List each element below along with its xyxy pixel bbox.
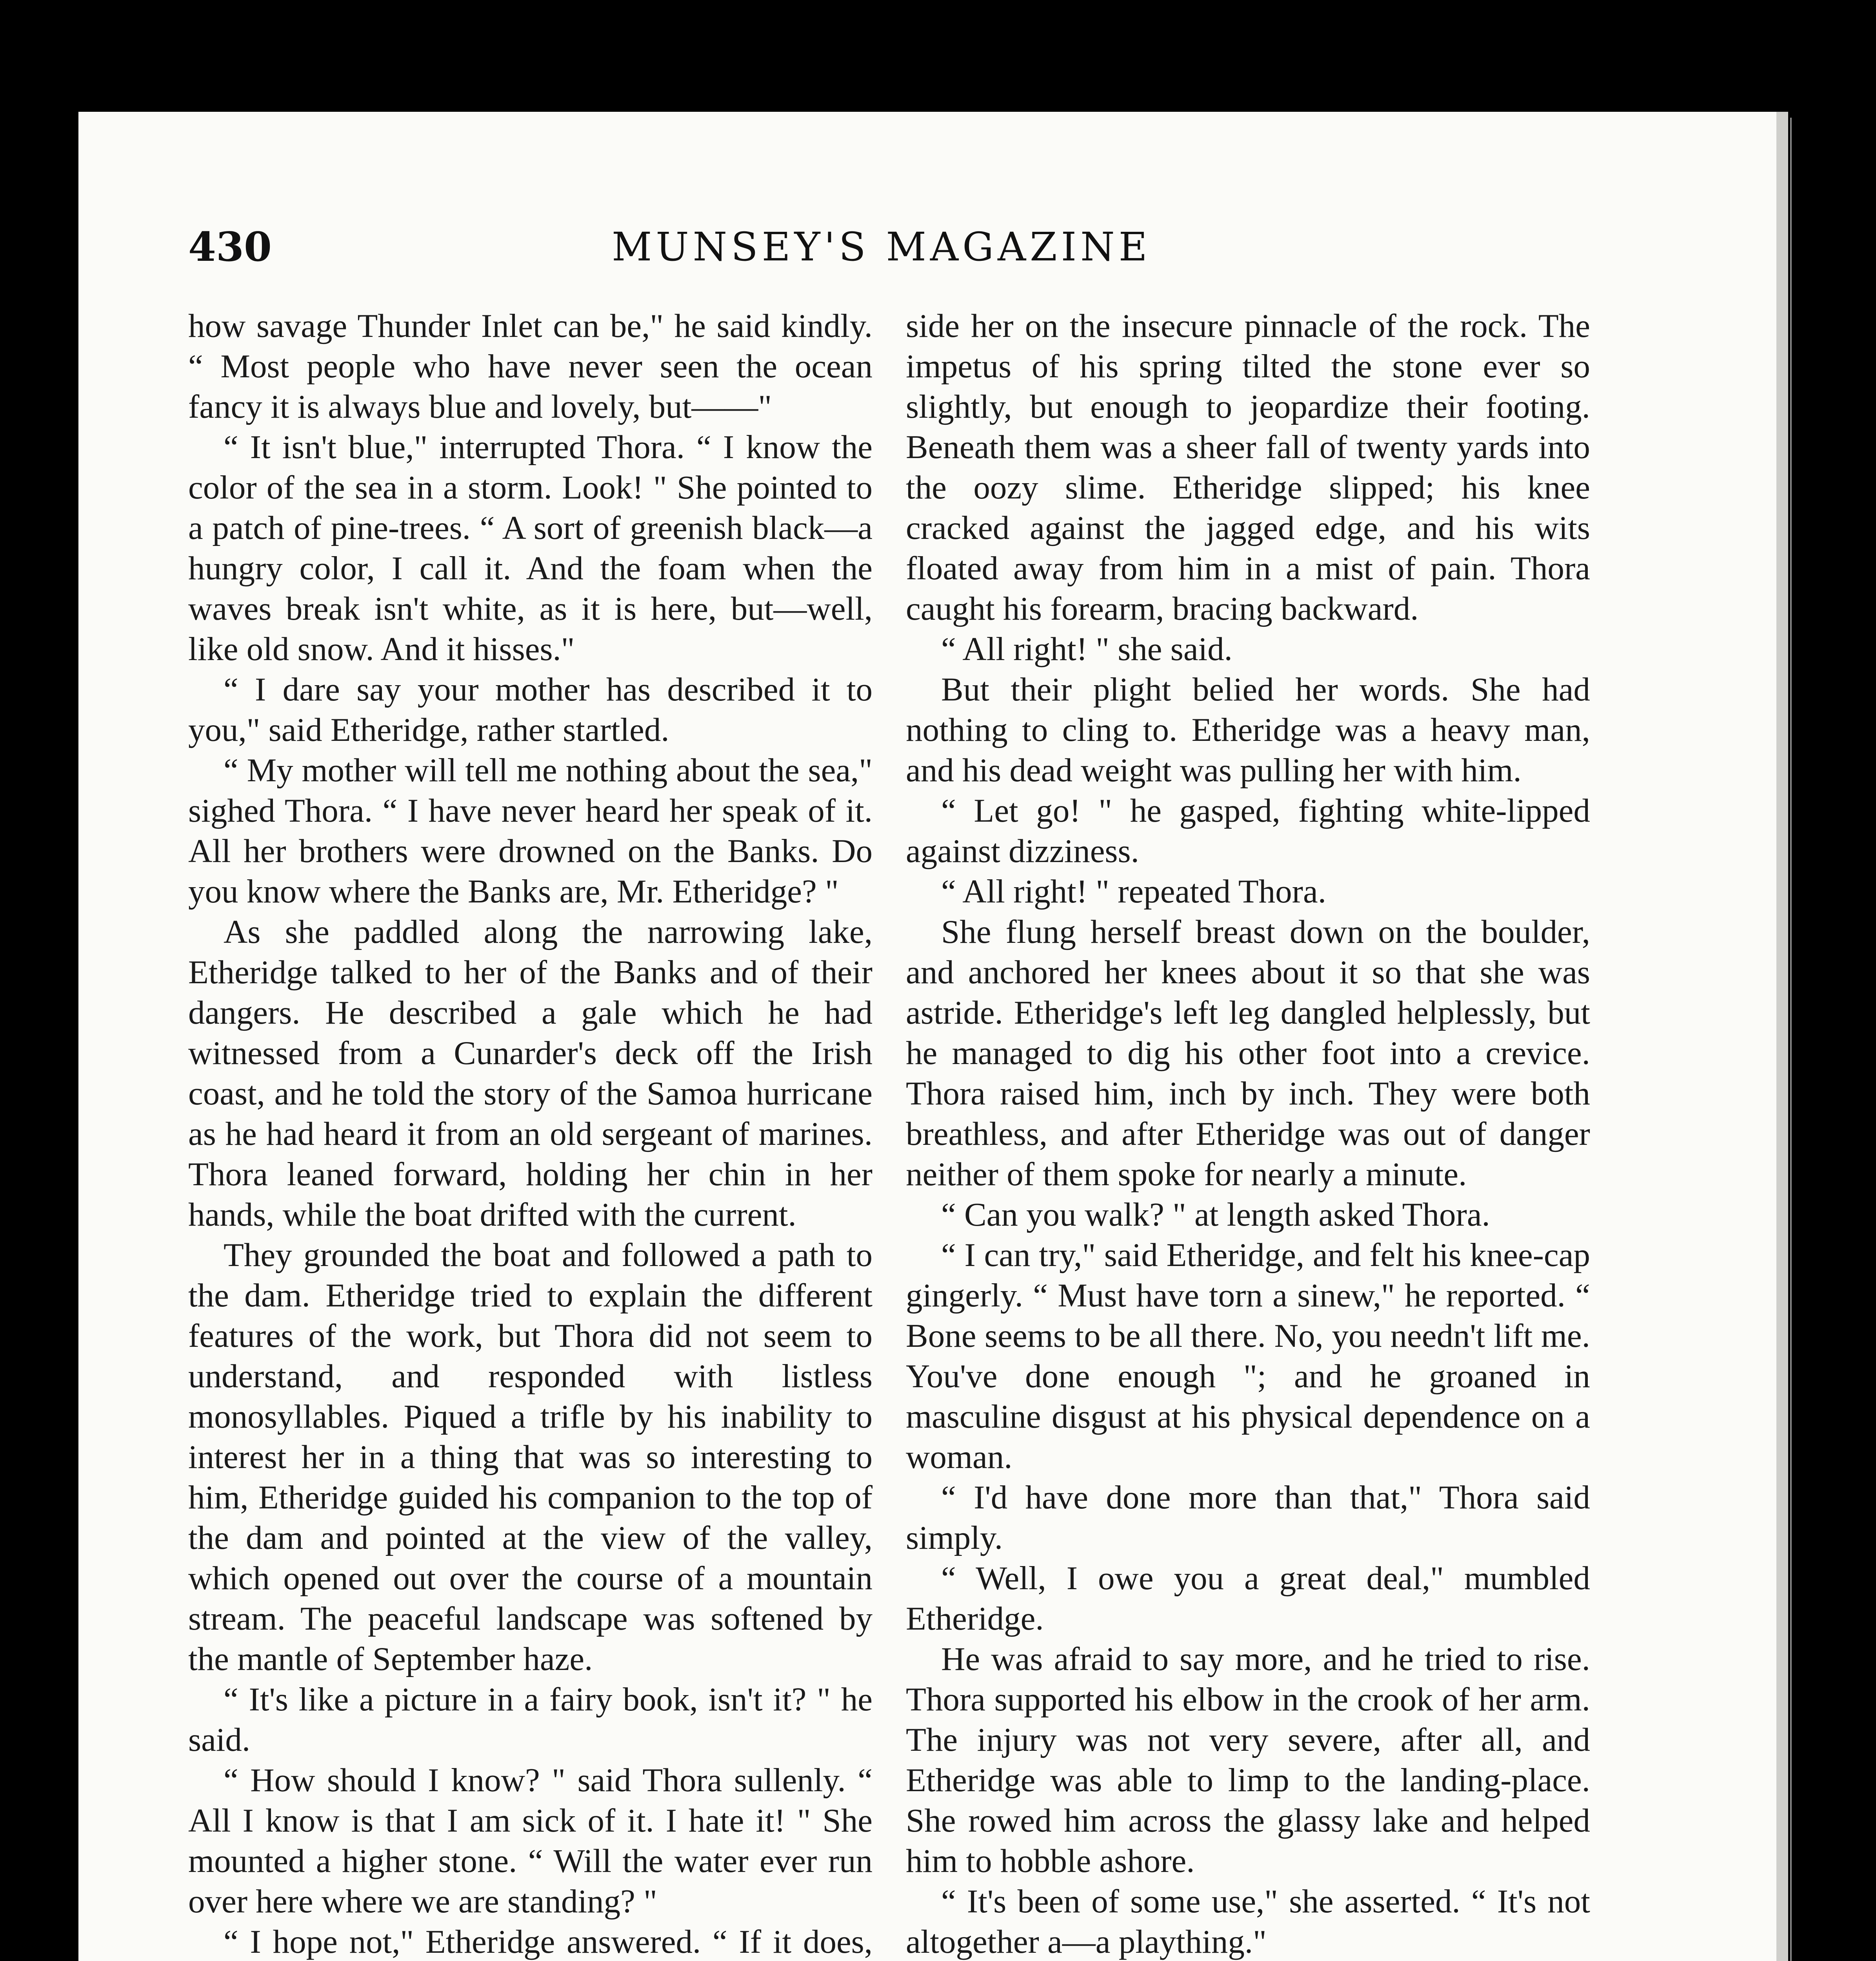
paragraph: “ How should I know? " said Thora sullenly. “ All I know is that I am sick of it. I hate it! " She mounted a higher stone. “ Will the water ever run over here where we are standing? " <box>188 1762 873 1920</box>
paragraph: “ Can you walk? " at length asked Thora. <box>941 1196 1490 1233</box>
paragraph: “ All right! " she said. <box>941 631 1232 668</box>
next-page-edge <box>1776 112 1788 1961</box>
paragraph: “ It isn't blue," interrupted Thora. “ I know the color of the sea in a storm. Look! " She pointed to a patch of pine-trees. “ A sort of greenish black—a hungry color, I call it. And the foam when the waves break isn't white, as it is here, but—well, like old snow. And it hisses." <box>188 429 873 668</box>
paragraph: “ I dare say your mother has described it to you," said Etheridge, rather startled. <box>188 671 873 748</box>
paragraph: As she paddled along the narrowing lake, Etheridge talked to her of the Banks and of their dangers. He described a gale which he had witnessed from a Cunarder's deck off the Irish coast, and he told the story of the Samoa hurricane as he had heard it from an old sergeant of marines. Thora leaned forward, holding her chin in her hands, while the boat drifted with the current. <box>188 913 873 1233</box>
page-number: 430 <box>188 224 272 271</box>
paragraph: “ I hope not," Etheridge answered. “ If it does, <box>224 1923 873 1960</box>
paragraph: “ Well, I owe you a great deal," mumbled Etheridge. <box>906 1560 1590 1637</box>
paragraph: “ It's been of some use," she asserted. “ It's not altogether a—a plaything." <box>906 1883 1590 1960</box>
page-gutter-line <box>1790 118 1792 1961</box>
paragraph: They grounded the boat and followed a path to the dam. Etheridge tried to explain the different features of the work, but Thora did not seem to understand, and responded with listless monosyllables. Piqued a trifle by his inability to interest her in a thing that was so interesting to him, Etheridge guided his companion to the top of the dam and pointed at the view of the valley, which opened out over the course of a mountain stream. The peaceful landscape was softened by the mantle of September haze. <box>188 1237 873 1677</box>
paragraph: how savage Thunder Inlet can be," he said kindly. “ Most people who have never seen the ocean fancy it is always blue and lovely, but——" <box>188 307 873 425</box>
text-column-left <box>188 306 873 1961</box>
paragraph: “ I can try," said Etheridge, and felt his knee-cap gingerly. “ Must have torn a sinew," he reported. “ Bone seems to be all there. No, you needn't lift me. You've done enough "; and he groaned in masculine disgust at his physical dependence on a woman. <box>906 1237 1590 1475</box>
paragraph: “ I'd have done more than that," Thora said simply. <box>906 1479 1590 1556</box>
paragraph: “ My mother will tell me nothing about the sea," sighed Thora. “ I have never heard her speak of it. All her brothers were drowned on the Banks. Do you know where the Banks are, Mr. Etheridge? " <box>188 752 873 910</box>
paragraph: “ All right! " repeated Thora. <box>941 873 1326 910</box>
paragraph: But their plight belied her words. She had nothing to cling to. Etheridge was a heavy man, and his dead weight was pulling her with him. <box>906 671 1590 789</box>
paragraph: “ Let go! " he gasped, fighting white-lipped against dizziness. <box>906 792 1590 870</box>
paragraph: He was afraid to say more, and he tried to rise. Thora supported his elbow in the crook of her arm. The injury was not very severe, after all, and Etheridge was able to limp to the landing-place. She rowed him across the glassy lake and helped him to hobble ashore. <box>906 1641 1590 1879</box>
paragraph: She flung herself breast down on the boulder, and anchored her knees about it so that she was astride. Etheridge's left leg dangled helplessly, but he managed to dig his other foot into a crevice. Thora raised him, inch by inch. They were both breathless, and after Etheridge was out of danger neither of them spoke for nearly a minute. <box>906 913 1590 1193</box>
paragraph: “ It's like a picture in a fairy book, isn't it? " he said. <box>188 1681 873 1758</box>
text-column-right <box>906 306 1590 1961</box>
running-head: MUNSEY'S MAGAZINE <box>612 224 1151 270</box>
paragraph: side her on the insecure pinnacle of the rock. The impetus of his spring tilted the stone ever so slightly, but enough to jeopardize their footing. Beneath them was a sheer fall of twenty yards into the oozy slime. Etheridge slipped; his knee cracked against the jagged edge, and his wits floated away from him in a mist of pain. Thora caught his forearm, bracing backward. <box>906 307 1590 627</box>
